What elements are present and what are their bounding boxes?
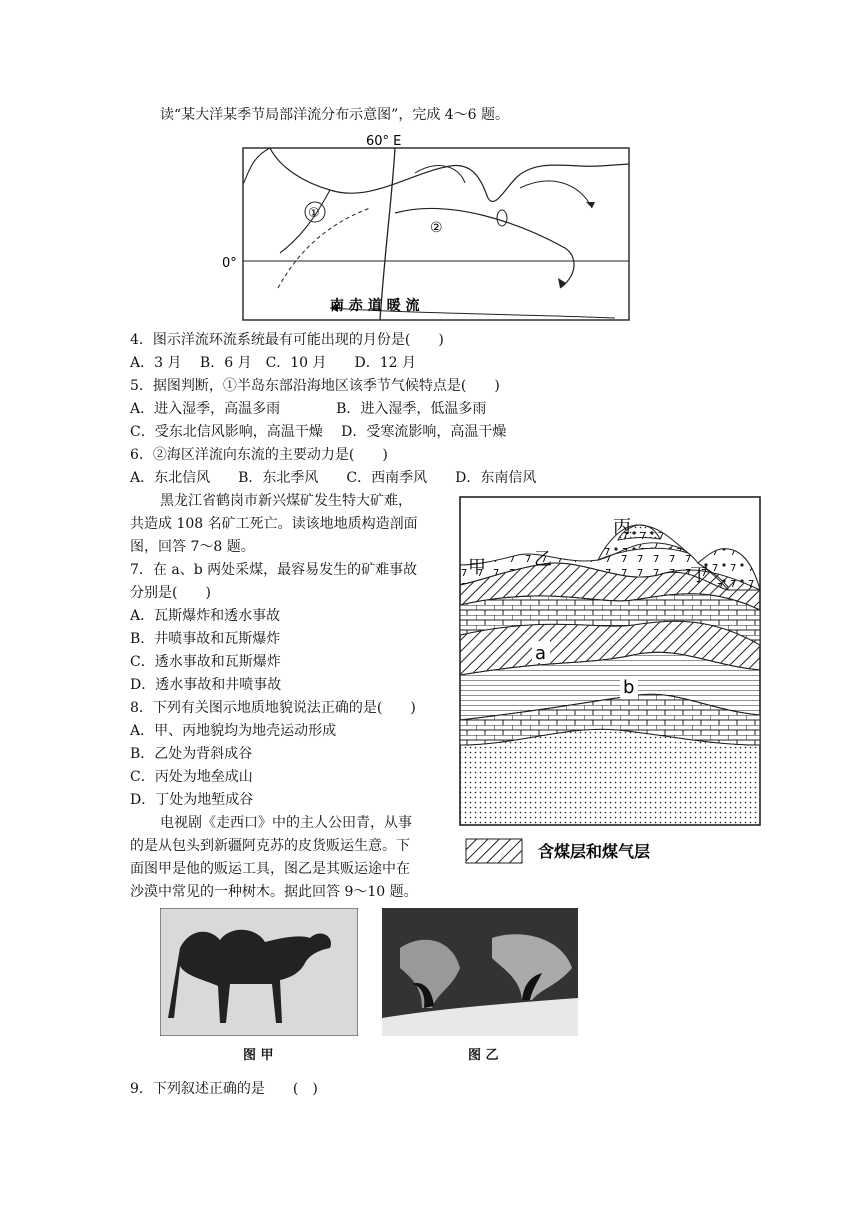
ocean-current-map (220, 128, 640, 324)
marker-1: ① (308, 206, 320, 221)
q8-stem: 8．下列有关图示地质地貌说法正确的是( ) (130, 700, 416, 716)
equator-label: 0° (222, 256, 237, 271)
q4-stem: 4．图示洋流环流系统最有可能出现的月份是( ) (130, 332, 444, 348)
q7-stem-2: 分别是( ) (130, 585, 211, 601)
label-bing: 丙 (613, 517, 631, 538)
q5-stem: 5．据图判断，①半岛东部沿海地区该季节气候特点是( ) (130, 378, 500, 394)
longitude-label: 60° E (366, 134, 402, 149)
q6-stem: 6．②海区洋流向东流的主要动力是( ) (130, 447, 388, 463)
label-yi: 乙 (534, 549, 552, 570)
label-jia: 甲 (468, 557, 486, 578)
intro-ocean-map: 读“某大洋某季节局部洋流分布示意图”，完成 4～6 题。 (160, 107, 510, 123)
q9-stem: 9．下列叙述正确的是 ( ) (130, 1081, 318, 1097)
layer-sandstone (460, 729, 760, 825)
intro-geology-3: 图，回答 7～8 题。 (130, 539, 255, 555)
q7-option-a: A．瓦斯爆炸和透水事故 (130, 608, 281, 624)
q6-options: A．东北信风 B．东北季风 C．西南季风 D．东南信风 (130, 470, 537, 486)
intro-photos-2: 的是从包头到新疆阿克苏的皮货贩运生意。下 (130, 838, 410, 854)
intro-photos-1: 电视剧《走西口》中的主人公田青，从事 (160, 815, 412, 831)
q4-options: A．3 月 B．6 月 C．10 月 D．12 月 (130, 355, 417, 371)
intro-geology-2: 共造成 108 名矿工死亡。读该地地质构造剖面 (130, 516, 418, 532)
label-ding: 丁 (690, 565, 708, 586)
legend-label: 含煤层和煤气层 (538, 842, 651, 861)
caption-tree: 图 乙 (468, 1048, 499, 1063)
tree-photo (382, 908, 578, 1036)
caption-camel: 图 甲 (243, 1048, 274, 1063)
marker-2: ② (430, 220, 443, 236)
camel-photo (160, 908, 358, 1036)
q7-stem-1: 7．在 a、b 两处采煤，最容易发生的矿难事故 (130, 562, 418, 578)
label-b: b (623, 677, 635, 698)
intro-photos-4: 沙漠中常见的一种树木。据此回答 9～10 题。 (130, 884, 418, 900)
q8-option-c: C．丙处为地垒成山 (130, 769, 253, 785)
label-a: a (535, 643, 547, 664)
q5-options-1: A．进入湿季，高温多雨 B．进入湿季，低温多雨 (130, 401, 487, 417)
q7-option-d: D．透水事故和井喷事故 (130, 677, 282, 693)
q8-option-b: B．乙处为背斜成谷 (130, 746, 253, 762)
legend-swatch (466, 839, 522, 863)
intro-geology-1: 黑龙江省鹤岗市新兴煤矿发生特大矿难， (160, 493, 412, 509)
geology-cross-section (458, 495, 762, 875)
q7-option-c: C．透水事故和瓦斯爆炸 (130, 654, 281, 670)
intro-photos-3: 面图甲是他的贩运工具，图乙是其贩运途中在 (130, 861, 410, 877)
q5-options-2: C．受东北信风影响，高温干燥 D．受寒流影响，高温干燥 (130, 424, 507, 440)
q7-option-b: B．井喷事故和瓦斯爆炸 (130, 631, 281, 647)
q8-option-a: A．甲、丙地貌均为地壳运动形成 (130, 723, 337, 739)
current-label: 南 赤 道 暖 流 (330, 298, 420, 314)
q8-option-d: D．丁处为地堑成谷 (130, 792, 254, 808)
